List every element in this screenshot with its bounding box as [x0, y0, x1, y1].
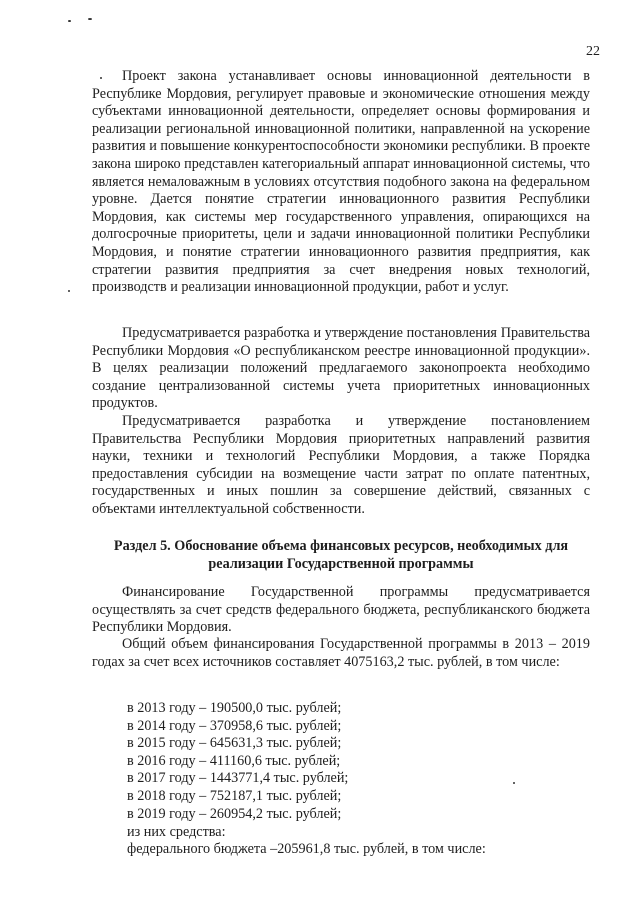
paragraph-financing: Финансирование Государственной программы предусматривается осуществлять за счет средств федерального бюджета, республиканского бюджета Республики Мордовия. [92, 584, 590, 636]
scan-speck [68, 290, 70, 292]
paragraph-law-project: Проект закона устанавливает основы инновационной деятельности в Республике Мордовия, регулирует правовые и экономические отношения между субъектами инновационной деятельности, определяет основы формирования и реализации региональной инновационной политики, направленной на ускорение развития и повышение конкурентоспособности экономики республики. В проекте закона широко представлен категориальный аппарат инновационной системы, что является немаловажным в условиях отсутствия подобного закона на федеральном уровне. Дается понятие стратегии инновационного развития Республики Мордовия, как системы мер государственного управления, опирающихся на долгосрочные приоритеты, цели и задачи инновационной политики Республики Мордовия, и понятие стратегии инновационного развития предприятия, как стратегии развития предприятия за счет внедрения новых технологий, производств и реализации инновационной продукции, работ и услуг. [92, 68, 590, 296]
list-item-2017: в 2017 году – 1443771,4 тыс. рублей; [127, 770, 349, 787]
list-item-2016: в 2016 году – 411160,6 тыс. рублей; [127, 752, 341, 769]
list-item-2018: в 2018 году – 752187,1 тыс. рублей; [127, 787, 342, 804]
scan-speck [513, 782, 515, 784]
federal-budget-line: федерального бюджета –205961,8 тыс. рублей, в том числе: [127, 841, 486, 857]
section-heading: Раздел 5. Обоснование объема финансовых ресурсов, необходимых для реализации Государственной программы [113, 538, 569, 572]
scan-speck [88, 18, 92, 20]
scan-speck [68, 20, 71, 22]
yearly-financing-list [127, 700, 348, 823]
list-item-2013: в 2013 году – 190500,0 тыс. рублей; [127, 700, 342, 716]
paragraph-registry: Предусматривается разработка и утверждение постановления Правительства Республики Мордовия «О республиканском реестре инновационной продукции». В целях реализации положений предлагаемого законопроекта необходимо создание централизованной системы учета приоритетных инновационных продуктов. [92, 325, 590, 412]
of-them-line: из них средства: [127, 824, 226, 840]
paragraph-priorities: Предусматривается разработка и утверждение постановлением Правительства Республики Мордовия приоритетных направлений развития науки, техники и технологий Республики Мордовия, а также Порядка предоставления субсидии на возмещение части затрат по оплате патентных, государственных и иных пошлин за совершение действий, связанных с объектами интеллектуальной собственности. [92, 413, 590, 517]
list-item-2014: в 2014 году – 370958,6 тыс. рублей; [127, 717, 342, 734]
list-item-2019: в 2019 году – 260954,2 тыс. рублей; [127, 805, 342, 822]
scan-speck [100, 77, 102, 79]
page-number: 22 [586, 44, 600, 59]
paragraph-total: Общий объем финансирования Государственной программы в 2013 – 2019 годах за счет всех источников составляет 4075163,2 тыс. рублей, в том числе: [92, 636, 590, 670]
list-item-2015: в 2015 году – 645631,3 тыс. рублей; [127, 735, 342, 752]
